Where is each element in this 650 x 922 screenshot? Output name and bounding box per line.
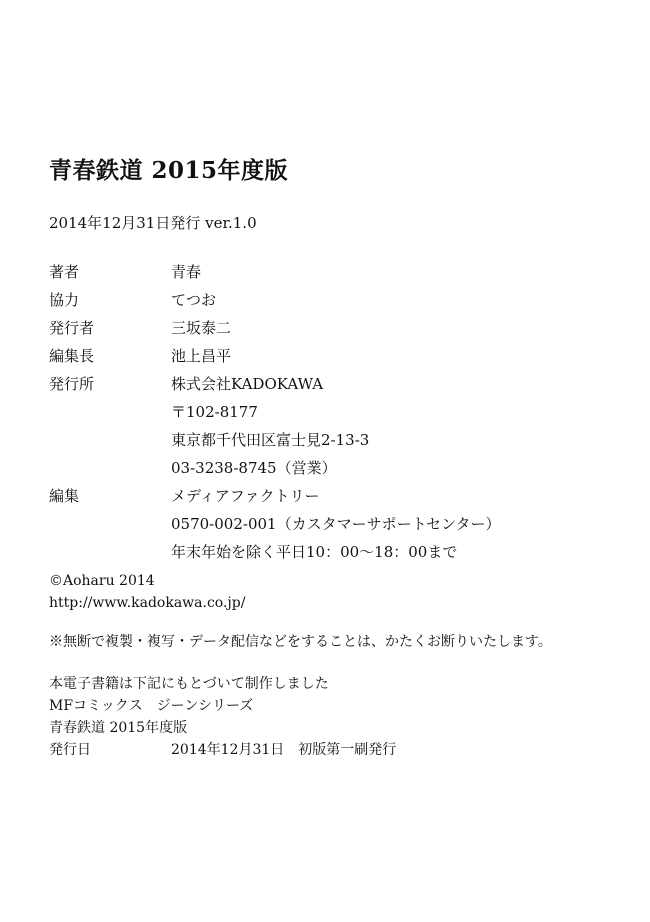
copyright-block [49,570,245,614]
credit-value: 0570-002-001（カスタマーサポートセンター） [171,515,501,533]
credit-value: メディアファクトリー [171,487,320,505]
source-intro: 本電子書籍は下記にもとづいて制作しました [49,676,329,692]
credit-row [49,258,609,286]
source-date-row [49,739,397,761]
credit-value: 東京都千代田区富士見2-13-3 [171,431,370,449]
credit-row [49,482,609,510]
copyright-text: ©Aoharu 2014 [49,573,155,589]
credit-label: 編集 [49,487,80,505]
source-edition-block [49,673,397,761]
credit-value: 03-3238-8745（営業） [171,459,337,477]
credit-value: 青春 [171,263,202,281]
credit-value: 池上昌平 [171,347,232,365]
credit-row [49,370,609,398]
credit-value: 年末年始を除く平日10：00〜18：00まで [171,543,458,561]
credit-row [49,398,609,426]
credit-label: 発行者 [49,319,95,337]
credits-list [49,258,609,566]
book-title: 青春鉄道 2015年度版 [49,157,289,184]
copy-prohibition-notice: ※無断で複製・複写・データ配信などをすることは、かたくお断りいたします。 [49,634,552,650]
credit-row [49,286,609,314]
issue-date-line: 2014年12月31日発行 ver.1.0 [49,214,257,232]
credit-row [49,510,609,538]
credit-value: 〒102-8177 [171,403,258,421]
source-title: 青春鉄道 2015年度版 [49,720,188,736]
credit-value: 株式会社KADOKAWA [171,375,324,393]
source-date-label: 発行日 [49,742,91,758]
credit-label: 著者 [49,263,80,281]
credit-row [49,426,609,454]
credit-value: 三坂泰二 [171,319,232,337]
credit-label: 編集長 [49,347,95,365]
credit-row [49,314,609,342]
credit-row [49,342,609,370]
source-series: MFコミックス ジーンシリーズ [49,698,254,714]
credit-label: 発行所 [49,375,95,393]
credit-label: 協力 [49,291,80,309]
credit-row [49,454,609,482]
credit-value: てつお [171,291,217,309]
publisher-url: http://www.kadokawa.co.jp/ [49,595,246,611]
source-date-value: 2014年12月31日 初版第一刷発行 [171,742,397,758]
credit-row [49,538,609,566]
